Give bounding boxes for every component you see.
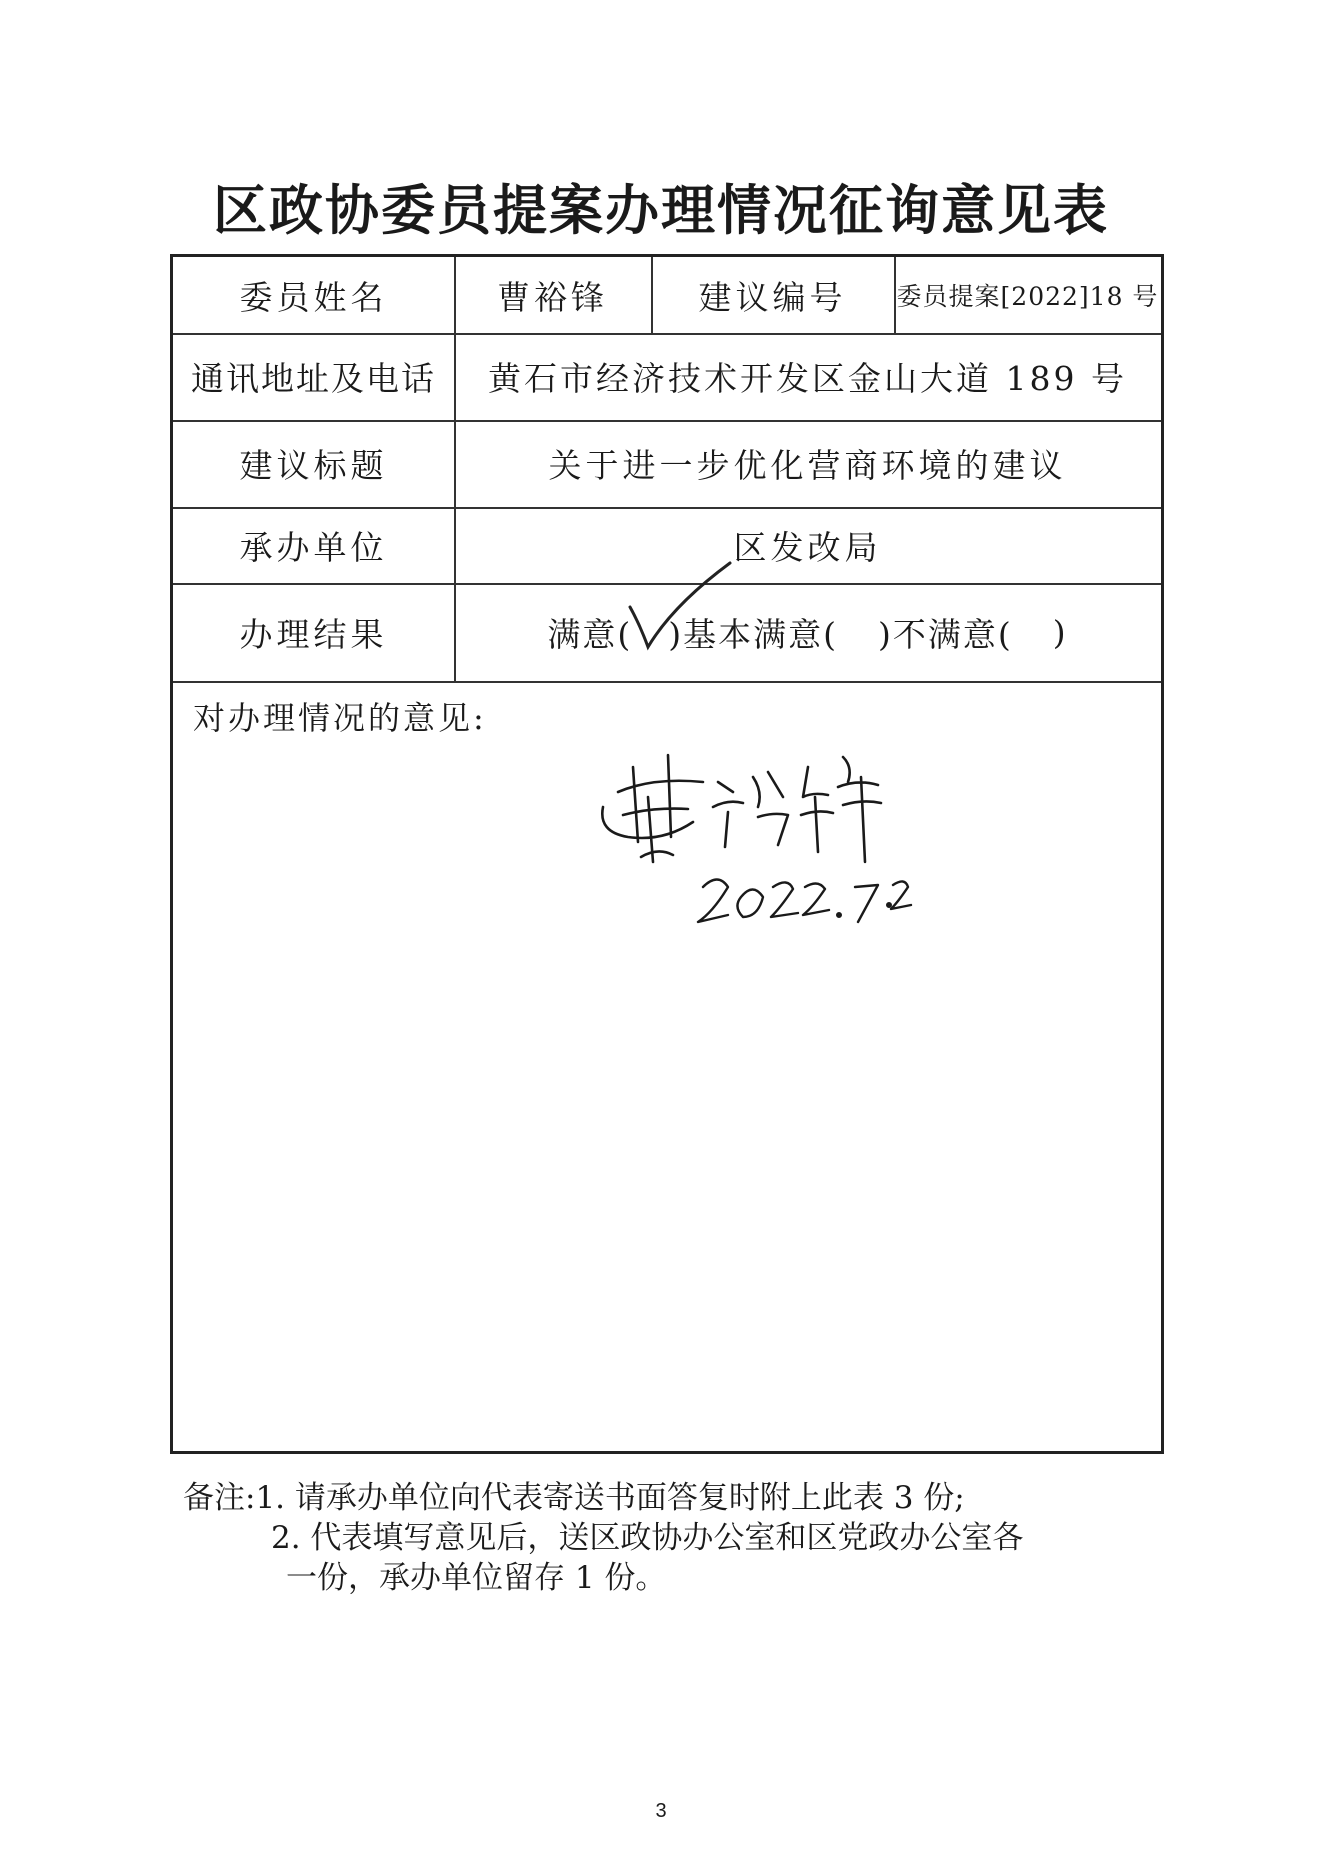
feedback-form: [170, 254, 1164, 1454]
member-name-label: 委员姓名: [239, 277, 388, 317]
result-close-paren: ): [1052, 612, 1068, 652]
page-title: 区政协委员提案办理情况征询意见表: [213, 179, 1109, 242]
note-line-1: 备注:1. 请承办单位向代表寄送书面答复时附上此表 3 份;: [183, 1480, 965, 1516]
result-label: 办理结果: [239, 614, 388, 654]
note-line-2: 2. 代表填写意见后，送区政协办公室和区党政办公室各: [271, 1520, 1024, 1556]
signature: [593, 737, 913, 947]
result-not-option: )不满意(: [878, 614, 1013, 654]
notes: [183, 1478, 1023, 1598]
row-divider: [173, 681, 1161, 683]
check-mark-icon: [618, 555, 738, 655]
address-value: 黄石市经济技术开发区金山大道 189 号: [488, 359, 1127, 398]
address-label: 通讯地址及电话: [191, 359, 436, 398]
result-basic-option: )基本满意(: [668, 614, 838, 654]
handling-unit-label: 承办单位: [239, 527, 388, 567]
subject-value: 关于进一步优化营商环境的建议: [548, 446, 1067, 485]
handling-unit-value: 区发改局: [733, 527, 882, 567]
subject-label: 建议标题: [239, 446, 388, 485]
page-number: 3: [655, 1800, 667, 1822]
opinion-label: 对办理情况的意见:: [193, 699, 487, 737]
member-name-value: 曹裕锋: [497, 277, 608, 317]
proposal-number-value: 委员提案[2022]18 号: [896, 282, 1159, 311]
result-options: [454, 583, 1161, 681]
proposal-number-label: 建议编号: [698, 277, 847, 317]
note-line-3: 一份，承办单位留存 1 份。: [286, 1560, 667, 1596]
result-satisfied-option: 满意(: [547, 614, 633, 654]
